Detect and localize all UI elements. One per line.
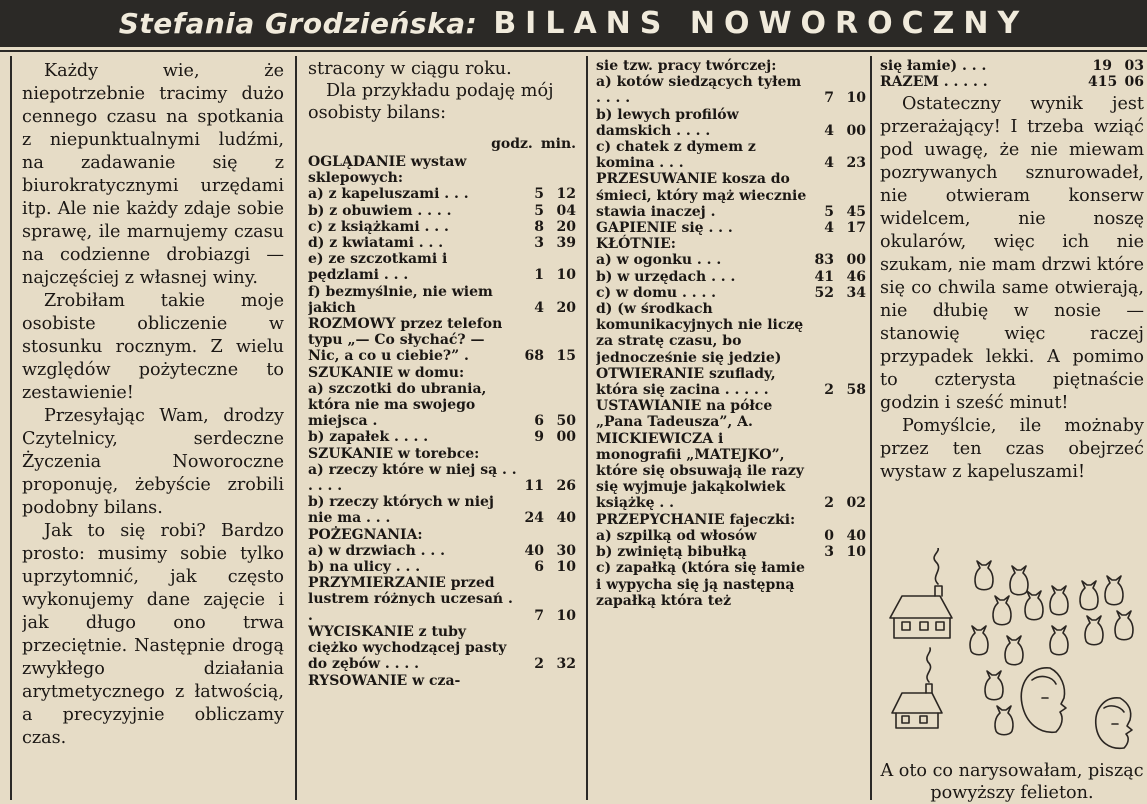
- minutes-value: 02: [846, 495, 866, 512]
- activity-label: c) zapałką (która się łamie i wypycha się ją następną zapałką która też: [596, 560, 805, 609]
- activity-label: SZUKANIE w domu:: [308, 364, 465, 381]
- minutes-value: 50: [556, 413, 576, 430]
- hours-value: 52: [814, 284, 834, 301]
- activity-label: a) w ogonku . . .: [596, 252, 722, 269]
- activity-label: b) lewych profilów damskich . . . .: [596, 106, 739, 139]
- table-row: [596, 398, 866, 511]
- minutes-value: 45: [846, 203, 866, 220]
- illustration-caption: A oto co narysowałam, pisząc powyższy felieton.: [880, 761, 1144, 803]
- column-1: [22, 60, 284, 750]
- activity-label: c) w domu . . . .: [596, 284, 717, 301]
- paragraph: Dla przykładu podaję mój osobisty bilans:: [308, 81, 554, 123]
- hours-value: 3: [824, 544, 834, 561]
- minutes-value: 34: [846, 284, 866, 301]
- table-row: [308, 673, 576, 689]
- activity-label: d) (w środkach komunikacyjnych nie liczę za stratę czasu, bo jednocześnie się jedzie): [596, 301, 804, 366]
- activity-label: c) z książkami . . .: [308, 218, 449, 235]
- activity-label: b) zapałek . . . .: [308, 429, 429, 446]
- cat-icon: [1115, 611, 1133, 640]
- hours-value: 6: [534, 559, 544, 576]
- minutes-value: 00: [846, 122, 866, 139]
- hours-value: 2: [824, 382, 834, 399]
- hours-value: 2: [824, 495, 834, 512]
- hours-value: 68: [524, 348, 544, 365]
- paragraph: Jak to się robi? Bardzo prosto: musimy sobie tylko uprzytomnić, jak często wykonujemy dane zajęcie i jak długo ono trwa przeciętnie. Następnie drogą zwykłego działania arytmetycznego z łatwością, a precyzyjnie obliczamy czas.: [22, 521, 284, 748]
- activity-label: c) chatek z dymem z komina . . .: [596, 139, 756, 172]
- column-divider: [586, 56, 588, 800]
- activity-label: RAZEM . . . . .: [880, 74, 988, 91]
- hours-value: 0: [824, 527, 834, 544]
- hours-value: 19: [1092, 58, 1112, 74]
- table-row: [596, 366, 866, 398]
- table-row: [308, 527, 576, 543]
- table-row: [596, 560, 866, 609]
- minutes-value: 39: [556, 235, 576, 252]
- minutes-header: min.: [540, 136, 576, 152]
- cat-sketch-icon: [970, 561, 1133, 735]
- hours-value: 4: [824, 220, 834, 237]
- hours-value: 415: [1088, 74, 1118, 91]
- intro-text: [308, 58, 576, 124]
- table-row: [596, 236, 866, 252]
- doodle-illustration: [880, 548, 1144, 753]
- activity-label: a) szpilką od włosów: [596, 527, 757, 544]
- activity-label: b) zwiniętą bibułką: [596, 544, 747, 561]
- table-row: [880, 74, 1144, 90]
- table-row: [308, 154, 576, 186]
- paragraph: Pomyślcie, ile możnaby przez ten czas obejrzeć wystaw z kapeluszami!: [880, 416, 1144, 483]
- table-header: [308, 136, 576, 152]
- cottage-with-smoke-icon: [890, 548, 952, 638]
- activity-label: a) z kapeluszami . . .: [308, 186, 469, 203]
- hours-value: 24: [524, 510, 544, 527]
- table-row: [308, 494, 576, 526]
- activity-label: WYCISKANIE z tuby ciężko wychodzącej pasty do zębów . . . .: [308, 623, 507, 673]
- activity-label: PRZEPYCHANIE fajeczki:: [596, 511, 796, 528]
- time-table: [308, 154, 576, 689]
- hours-value: 7: [824, 90, 834, 107]
- table-row: [596, 107, 866, 139]
- table-row: [596, 220, 866, 236]
- minutes-value: 46: [846, 268, 866, 285]
- minutes-value: 23: [846, 155, 866, 172]
- minutes-value: 00: [556, 429, 576, 446]
- table-row: [596, 512, 866, 528]
- cat-icon: [995, 706, 1013, 735]
- activity-label: ROZMOWY przez telefon typu „— Co słychać? — Nic, a co u ciebie?” .: [308, 316, 503, 365]
- hours-value: 2: [534, 656, 544, 673]
- hours-header: godz.: [491, 136, 533, 152]
- headline-bar: [0, 0, 1147, 47]
- table-row: [308, 559, 576, 575]
- activity-label: PRZESUWANIE kosza do śmieci, który mąż wiecznie stawia inaczej .: [596, 171, 807, 220]
- column-divider: [870, 56, 872, 800]
- minutes-value: 10: [556, 559, 576, 576]
- cat-icon: [975, 561, 993, 590]
- cat-icon: [1050, 626, 1068, 655]
- minutes-value: 06: [1124, 74, 1144, 91]
- table-row: [308, 235, 576, 251]
- table-row: [596, 544, 866, 560]
- minutes-value: 03: [1124, 58, 1144, 74]
- hours-value: 11: [524, 478, 544, 495]
- table-row: [596, 58, 866, 74]
- activity-label: RYSOWANIE w cza-: [308, 672, 461, 689]
- female-profile-icon: [1021, 668, 1066, 732]
- cat-icon: [970, 626, 988, 655]
- paragraph: stracony w ciągu roku.: [308, 59, 512, 79]
- activity-label: a) w drzwiach . . .: [308, 542, 445, 559]
- hours-value: 40: [524, 542, 544, 559]
- minutes-value: 32: [556, 656, 576, 673]
- table-row: [596, 528, 866, 544]
- table-row: [308, 575, 576, 624]
- cat-icon: [1105, 576, 1123, 605]
- cat-icon: [993, 596, 1011, 625]
- hours-value: 1: [534, 267, 544, 284]
- table-row: [308, 543, 576, 559]
- activity-label: KŁÓTNIE:: [596, 236, 676, 253]
- minutes-value: 10: [846, 90, 866, 107]
- paragraph: Każdy wie, że niepotrzebnie tracimy dużo cennego czasu na spotkania z niepunktualnymi ludźmi, na zadawanie się z biurokratycznymi urzędami itp. Ale nie każdy zdaje sobie sprawę, ile marnujemy czasu na codzienne drobiazgi — najczęściej z własnej winy.: [22, 61, 284, 288]
- table-row: [308, 429, 576, 445]
- paragraph: Przesyłając Wam, drodzy Czytelnicy, serdeczne Życzenia Noworoczne proponuję, żebyście zrobili podobny bilans.: [22, 406, 284, 518]
- activity-label: POŻEGNANIA:: [308, 526, 423, 543]
- cat-icon: [1005, 636, 1023, 665]
- minutes-value: 20: [556, 299, 576, 316]
- column-divider: [295, 56, 297, 800]
- hours-value: 41: [814, 268, 834, 285]
- table-row: [596, 301, 866, 366]
- hours-value: 83: [814, 252, 834, 269]
- table-row: [308, 284, 576, 316]
- cottage-with-smoke-icon: [892, 648, 942, 728]
- table-row: [308, 251, 576, 283]
- column-divider: [10, 56, 12, 800]
- table-row: [308, 462, 576, 494]
- table-row: [596, 171, 866, 220]
- minutes-value: 10: [846, 544, 866, 561]
- minutes-value: 20: [556, 218, 576, 235]
- activity-label: b) rzeczy których w niej nie ma . . .: [308, 494, 494, 527]
- author-name: Stefania Grodzieńska:: [118, 7, 478, 40]
- activity-label: się łamie) . . .: [880, 58, 987, 74]
- hours-value: 5: [534, 202, 544, 219]
- minutes-value: 40: [846, 527, 866, 544]
- hours-value: 4: [824, 122, 834, 139]
- table-row: [308, 365, 576, 381]
- activity-label: a) rzeczy które w niej są . . . . . .: [308, 461, 517, 495]
- hours-value: 5: [534, 186, 544, 203]
- hours-value: 8: [534, 218, 544, 235]
- activity-label: sie tzw. pracy twórczej:: [596, 58, 777, 74]
- table-row: [308, 316, 576, 365]
- cat-icon: [1085, 616, 1103, 645]
- cat-icon: [1050, 586, 1068, 615]
- activity-label: OTWIERANIE szuflady, która się zacina . . . . .: [596, 365, 776, 399]
- activity-label: a) kotów siedzących tyłem . . . .: [596, 74, 802, 107]
- table-row: [596, 285, 866, 301]
- table-row: [308, 381, 576, 430]
- female-profile-icon: [1096, 698, 1132, 748]
- activity-label: GAPIENIE się . . .: [596, 220, 733, 237]
- hours-value: 6: [534, 413, 544, 430]
- minutes-value: 15: [556, 348, 576, 365]
- table-row: [596, 74, 866, 106]
- minutes-value: 10: [556, 607, 576, 624]
- table-row: [308, 203, 576, 219]
- cat-icon: [1080, 581, 1098, 610]
- column-3: [596, 58, 866, 609]
- activity-label: e) ze szczotkami i pędzlami . . .: [308, 251, 448, 284]
- minutes-value: 26: [556, 478, 576, 495]
- table-row: [308, 186, 576, 202]
- time-table: [596, 58, 866, 609]
- minutes-value: 58: [846, 382, 866, 399]
- hours-value: 5: [824, 203, 834, 220]
- total-table: [880, 58, 1144, 90]
- activity-label: SZUKANIE w torebce:: [308, 445, 480, 462]
- paragraph: Zrobiłam takie moje osobiste obliczenie w stosunku rocznym. Z wielu względów pożyteczne to zestawienie!: [22, 291, 284, 403]
- activity-label: d) z kwiatami . . .: [308, 235, 444, 252]
- table-row: [308, 624, 576, 673]
- activity-label: f) bezmyślnie, nie wiem jakich: [308, 283, 493, 316]
- hours-value: 7: [534, 607, 544, 624]
- paragraph: Ostateczny wynik jest przerażający! I trzeba wziąć pod uwagę, że nie miewam pozrywanych sznurowadeł, nie otwieram konserw widelcem, nie noszę okularów, więc ich nie szukam, nie mam drzwi które się co chwila same otwierają, nie dłubię w nosie — stanowię więc raczej przypadek lekki. A pomimo to czterysta piętnaście godzin i sześć minut!: [880, 94, 1144, 414]
- activity-label: a) szczotki do ubrania, która nie ma swojego miejsca .: [308, 380, 487, 430]
- minutes-value: 00: [846, 252, 866, 269]
- column-4: [880, 58, 1144, 484]
- activity-label: b) w urzędach . . .: [596, 268, 736, 285]
- cat-icon: [985, 671, 1003, 700]
- activity-label: b) z obuwiem . . . .: [308, 202, 452, 219]
- table-row: [308, 446, 576, 462]
- activity-label: USTAWIANIE na półce „Pana Tadeusza”, A. MICKIEWICZA i monografii „MATEJKO”, które się obsuwają ile razy się wyjmuje jakąkolwiek książkę . .: [596, 398, 804, 512]
- article-title: BILANS NOWOROCZNY: [493, 6, 1029, 41]
- activity-label: PRZYMIERZANIE przed lustrem różnych uczesań . .: [308, 575, 513, 624]
- minutes-value: 30: [556, 542, 576, 559]
- hours-value: 4: [824, 155, 834, 172]
- minutes-value: 17: [846, 220, 866, 237]
- hours-value: 3: [534, 235, 544, 252]
- minutes-value: 10: [556, 267, 576, 284]
- activity-label: b) na ulicy . . .: [308, 559, 421, 576]
- cat-icon: [1025, 591, 1043, 620]
- minutes-value: 12: [556, 186, 576, 203]
- hours-value: 9: [534, 429, 544, 446]
- table-row: [596, 252, 866, 268]
- column-2: [308, 58, 576, 689]
- minutes-value: 04: [556, 202, 576, 219]
- table-row: [596, 139, 866, 171]
- table-row: [596, 269, 866, 285]
- activity-label: OGLĄDANIE wystaw sklepowych:: [308, 154, 467, 187]
- table-row: [308, 219, 576, 235]
- top-rule: [0, 50, 1147, 58]
- table-row: [880, 58, 1144, 74]
- cat-icon: [1010, 566, 1028, 595]
- conclusion-text: [880, 93, 1144, 484]
- hours-value: 4: [534, 299, 544, 316]
- minutes-value: 40: [556, 510, 576, 527]
